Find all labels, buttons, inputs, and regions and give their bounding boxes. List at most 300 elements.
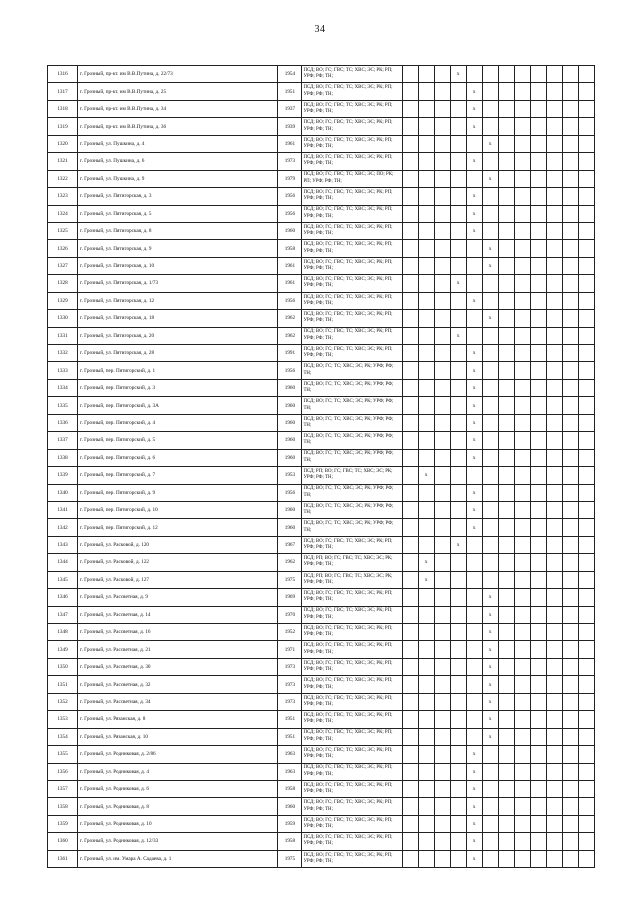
- empty-cell: [578, 467, 594, 484]
- empty-cell: [434, 641, 450, 658]
- table-row: [48, 519, 595, 536]
- empty-cell: [562, 501, 578, 518]
- empty-cell: [466, 536, 482, 553]
- empty-cell: [402, 66, 418, 83]
- empty-cell: [562, 379, 578, 396]
- row-number: 1343: [48, 536, 78, 553]
- table-row: [48, 711, 595, 728]
- empty-cell: [546, 327, 562, 344]
- row-number: 1358: [48, 798, 78, 815]
- row-address: г. Грозный, пер. Пятигорский, д. 6: [78, 449, 278, 466]
- empty-cell: [450, 83, 466, 100]
- row-year: 1973: [278, 693, 302, 710]
- row-number: 1334: [48, 379, 78, 396]
- empty-cell: [546, 798, 562, 815]
- row-number: 1316: [48, 66, 78, 83]
- empty-cell: [562, 484, 578, 501]
- empty-cell: [530, 205, 546, 222]
- empty-cell: [578, 850, 594, 867]
- empty-cell: [466, 170, 482, 187]
- empty-cell: [402, 188, 418, 205]
- empty-cell: [546, 275, 562, 292]
- table-row: [48, 275, 595, 292]
- empty-cell: [450, 711, 466, 728]
- empty-cell: [402, 484, 418, 501]
- row-year: 1973: [278, 153, 302, 170]
- empty-cell: [578, 257, 594, 274]
- row-mark: x: [466, 501, 482, 518]
- empty-cell: [418, 676, 434, 693]
- row-mark: x: [466, 763, 482, 780]
- empty-cell: [450, 432, 466, 449]
- empty-cell: [530, 275, 546, 292]
- empty-cell: [514, 501, 530, 518]
- empty-cell: [546, 519, 562, 536]
- row-year: 1967: [278, 536, 302, 553]
- table-row: [48, 66, 595, 83]
- registry-body: [48, 66, 595, 868]
- empty-cell: [482, 379, 498, 396]
- empty-cell: [498, 205, 514, 222]
- row-address: г. Грозный, ул. Рассветная, д. 21: [78, 641, 278, 658]
- empty-cell: [530, 292, 546, 309]
- empty-cell: [578, 345, 594, 362]
- row-address: г. Грозный, ул. Пятигорская, д. 20: [78, 327, 278, 344]
- row-address: г. Грозный, ул. Расковой, д. 127: [78, 571, 278, 588]
- row-number: 1350: [48, 658, 78, 675]
- empty-cell: [402, 205, 418, 222]
- row-number: 1360: [48, 833, 78, 850]
- empty-cell: [546, 135, 562, 152]
- empty-cell: [482, 536, 498, 553]
- empty-cell: [418, 257, 434, 274]
- empty-cell: [402, 833, 418, 850]
- empty-cell: [434, 467, 450, 484]
- empty-cell: [530, 345, 546, 362]
- empty-cell: [498, 798, 514, 815]
- empty-cell: [498, 345, 514, 362]
- empty-cell: [530, 467, 546, 484]
- row-number: 1324: [48, 205, 78, 222]
- row-systems: ПСД; РП; ВО; ГС; ГВС; ТС; ХВС; ЭС; РК; УРФ; РФ; ТН;: [302, 554, 402, 571]
- row-systems: ПСД; ВО; ГС; ГВС; ТС; ХВС; ЭС; РК; РП; УРФ; РФ; ТН;: [302, 589, 402, 606]
- empty-cell: [402, 711, 418, 728]
- empty-cell: [482, 100, 498, 117]
- empty-cell: [466, 554, 482, 571]
- empty-cell: [434, 589, 450, 606]
- empty-cell: [578, 711, 594, 728]
- row-year: 1962: [278, 310, 302, 327]
- empty-cell: [546, 432, 562, 449]
- row-address: г. Грозный, пер. Пятигорский, д. 9: [78, 484, 278, 501]
- empty-cell: [450, 310, 466, 327]
- empty-cell: [546, 658, 562, 675]
- empty-cell: [530, 362, 546, 379]
- row-address: г. Грозный, ул. Пятигорская, д. 1/73: [78, 275, 278, 292]
- empty-cell: [498, 519, 514, 536]
- row-mark: x: [466, 815, 482, 832]
- empty-cell: [482, 362, 498, 379]
- empty-cell: [546, 467, 562, 484]
- empty-cell: [578, 536, 594, 553]
- row-mark: x: [466, 414, 482, 431]
- empty-cell: [546, 693, 562, 710]
- empty-cell: [434, 780, 450, 797]
- empty-cell: [450, 763, 466, 780]
- empty-cell: [450, 100, 466, 117]
- empty-cell: [578, 153, 594, 170]
- row-year: 1951: [278, 83, 302, 100]
- empty-cell: [530, 83, 546, 100]
- empty-cell: [514, 135, 530, 152]
- table-row: [48, 850, 595, 867]
- empty-cell: [418, 170, 434, 187]
- row-year: 1961: [278, 275, 302, 292]
- empty-cell: [450, 397, 466, 414]
- row-mark: x: [466, 345, 482, 362]
- empty-cell: [450, 170, 466, 187]
- table-row: [48, 362, 595, 379]
- row-address: г. Грозный, ул. Расковой, д. 122: [78, 554, 278, 571]
- empty-cell: [482, 571, 498, 588]
- empty-cell: [402, 815, 418, 832]
- empty-cell: [578, 519, 594, 536]
- empty-cell: [514, 467, 530, 484]
- row-year: 1939: [278, 118, 302, 135]
- empty-cell: [498, 833, 514, 850]
- row-mark: x: [482, 711, 498, 728]
- empty-cell: [450, 118, 466, 135]
- empty-cell: [498, 554, 514, 571]
- empty-cell: [434, 327, 450, 344]
- empty-cell: [418, 222, 434, 239]
- empty-cell: [402, 153, 418, 170]
- table-row: [48, 327, 595, 344]
- empty-cell: [450, 624, 466, 641]
- row-systems: ПСД; ВО; ГС; ТС; ХВС; ЭС; РК; УРФ; РФ; ТН;: [302, 501, 402, 518]
- row-number: 1349: [48, 641, 78, 658]
- empty-cell: [530, 484, 546, 501]
- row-address: г. Грозный, ул. Пушкина, д. 6: [78, 153, 278, 170]
- empty-cell: [578, 624, 594, 641]
- empty-cell: [402, 118, 418, 135]
- table-row: [48, 536, 595, 553]
- empty-cell: [578, 240, 594, 257]
- empty-cell: [498, 66, 514, 83]
- row-number: 1320: [48, 135, 78, 152]
- row-number: 1328: [48, 275, 78, 292]
- empty-cell: [418, 414, 434, 431]
- empty-cell: [450, 850, 466, 867]
- table-row: [48, 310, 595, 327]
- empty-cell: [450, 676, 466, 693]
- table-row: [48, 676, 595, 693]
- empty-cell: [418, 345, 434, 362]
- empty-cell: [530, 536, 546, 553]
- empty-cell: [514, 153, 530, 170]
- empty-cell: [546, 833, 562, 850]
- row-address: г. Грозный, ул. Пятигорская, д. 10: [78, 257, 278, 274]
- row-systems: ПСД; ВО; ГС; ГВС; ТС; ХВС; ЭС; РК; РП; УРФ; РФ; ТН;: [302, 676, 402, 693]
- row-address: г. Грозный, ул. Пятигорская, д. 18: [78, 310, 278, 327]
- empty-cell: [514, 205, 530, 222]
- empty-cell: [450, 379, 466, 396]
- row-number: 1325: [48, 222, 78, 239]
- empty-cell: [418, 606, 434, 623]
- table-row: [48, 815, 595, 832]
- empty-cell: [562, 658, 578, 675]
- empty-cell: [450, 519, 466, 536]
- empty-cell: [434, 711, 450, 728]
- empty-cell: [482, 83, 498, 100]
- empty-cell: [530, 414, 546, 431]
- row-mark: x: [450, 327, 466, 344]
- row-number: 1338: [48, 449, 78, 466]
- empty-cell: [530, 432, 546, 449]
- row-number: 1345: [48, 571, 78, 588]
- empty-cell: [514, 66, 530, 83]
- empty-cell: [418, 310, 434, 327]
- empty-cell: [418, 693, 434, 710]
- empty-cell: [498, 379, 514, 396]
- table-row: [48, 658, 595, 675]
- empty-cell: [498, 240, 514, 257]
- empty-cell: [450, 780, 466, 797]
- empty-cell: [546, 711, 562, 728]
- row-mark: x: [466, 292, 482, 309]
- empty-cell: [402, 850, 418, 867]
- empty-cell: [418, 798, 434, 815]
- empty-cell: [514, 397, 530, 414]
- empty-cell: [546, 397, 562, 414]
- row-systems: ПСД; ВО; ГС; ГВС; ТС; ХВС; ЭС; РК; РП; УРФ; РФ; ТН;: [302, 153, 402, 170]
- empty-cell: [514, 676, 530, 693]
- row-year: 1959: [278, 815, 302, 832]
- empty-cell: [402, 676, 418, 693]
- empty-cell: [418, 153, 434, 170]
- empty-cell: [418, 815, 434, 832]
- empty-cell: [530, 850, 546, 867]
- empty-cell: [418, 205, 434, 222]
- empty-cell: [418, 641, 434, 658]
- empty-cell: [418, 432, 434, 449]
- empty-cell: [562, 240, 578, 257]
- empty-cell: [418, 397, 434, 414]
- empty-cell: [546, 589, 562, 606]
- empty-cell: [498, 571, 514, 588]
- row-address: г. Грозный, ул. Родниковая, д. 8: [78, 798, 278, 815]
- empty-cell: [578, 641, 594, 658]
- empty-cell: [562, 780, 578, 797]
- row-systems: ПСД; ВО; ГС; ГВС; ТС; ХВС; ЭС; РК; РП; УРФ; РФ; ТН;: [302, 327, 402, 344]
- empty-cell: [482, 815, 498, 832]
- row-year: 1960: [278, 414, 302, 431]
- empty-cell: [562, 641, 578, 658]
- empty-cell: [562, 118, 578, 135]
- empty-cell: [466, 606, 482, 623]
- empty-cell: [546, 362, 562, 379]
- empty-cell: [482, 432, 498, 449]
- row-address: г. Грозный, пер. Пятигорский, д. 4: [78, 414, 278, 431]
- empty-cell: [402, 327, 418, 344]
- empty-cell: [402, 606, 418, 623]
- empty-cell: [434, 798, 450, 815]
- table-row: [48, 606, 595, 623]
- empty-cell: [482, 519, 498, 536]
- row-address: г. Грозный, ул. Расковой, д. 120: [78, 536, 278, 553]
- row-address: г. Грозный, ул. Рассветная, д. 32: [78, 676, 278, 693]
- empty-cell: [482, 188, 498, 205]
- row-address: г. Грозный, ул. Пятигорская, д. 28: [78, 345, 278, 362]
- empty-cell: [418, 728, 434, 745]
- empty-cell: [498, 780, 514, 797]
- table-row: [48, 484, 595, 501]
- empty-cell: [562, 153, 578, 170]
- empty-cell: [562, 763, 578, 780]
- empty-cell: [578, 449, 594, 466]
- empty-cell: [498, 83, 514, 100]
- empty-cell: [402, 763, 418, 780]
- empty-cell: [498, 467, 514, 484]
- empty-cell: [450, 135, 466, 152]
- empty-cell: [402, 467, 418, 484]
- empty-cell: [498, 850, 514, 867]
- empty-cell: [562, 292, 578, 309]
- row-mark: x: [466, 188, 482, 205]
- empty-cell: [418, 240, 434, 257]
- empty-cell: [530, 571, 546, 588]
- row-year: 1952: [278, 624, 302, 641]
- empty-cell: [562, 728, 578, 745]
- row-address: г. Грозный, ул. Рассветная, д. 16: [78, 624, 278, 641]
- row-address: г. Грозный, ул. Рассветная, д. 9: [78, 589, 278, 606]
- empty-cell: [402, 397, 418, 414]
- row-number: 1323: [48, 188, 78, 205]
- empty-cell: [578, 432, 594, 449]
- empty-cell: [498, 693, 514, 710]
- empty-cell: [418, 501, 434, 518]
- row-systems: ПСД; ВО; ГС; ГВС; ТС; ХВС; ЭС; РК; РП; УРФ; РФ; ТН;: [302, 118, 402, 135]
- empty-cell: [514, 536, 530, 553]
- empty-cell: [498, 536, 514, 553]
- empty-cell: [434, 746, 450, 763]
- row-number: 1357: [48, 780, 78, 797]
- table-row: [48, 432, 595, 449]
- empty-cell: [514, 275, 530, 292]
- row-address: г. Грозный, ул. Пятигорская, д. 9: [78, 240, 278, 257]
- empty-cell: [466, 66, 482, 83]
- row-mark: x: [482, 641, 498, 658]
- empty-cell: [578, 362, 594, 379]
- empty-cell: [498, 414, 514, 431]
- empty-cell: [466, 257, 482, 274]
- empty-cell: [450, 222, 466, 239]
- empty-cell: [402, 728, 418, 745]
- empty-cell: [450, 554, 466, 571]
- empty-cell: [530, 327, 546, 344]
- empty-cell: [482, 275, 498, 292]
- empty-cell: [562, 310, 578, 327]
- row-systems: ПСД; ВО; ГС; ГВС; ТС; ХВС; ЭС; РК; РП; УРФ; РФ; ТН;: [302, 66, 402, 83]
- row-number: 1344: [48, 554, 78, 571]
- row-systems: ПСД; ВО; ГС; ГВС; ТС; ХВС; ЭС; РК; РП; УРФ; РФ; ТН;: [302, 658, 402, 675]
- row-systems: ПСД; ВО; ГС; ГВС; ТС; ХВС; ЭС; РК; РП; УРФ; РФ; ТН;: [302, 257, 402, 274]
- table-row: [48, 641, 595, 658]
- empty-cell: [498, 432, 514, 449]
- empty-cell: [482, 746, 498, 763]
- empty-cell: [578, 833, 594, 850]
- empty-cell: [578, 728, 594, 745]
- empty-cell: [514, 850, 530, 867]
- empty-cell: [578, 763, 594, 780]
- empty-cell: [514, 606, 530, 623]
- empty-cell: [498, 449, 514, 466]
- empty-cell: [514, 292, 530, 309]
- empty-cell: [562, 275, 578, 292]
- row-systems: ПСД; РП; ВО; ГС; ГВС; ТС; ХВС; ЭС; РК; УРФ; РФ; ТН;: [302, 571, 402, 588]
- empty-cell: [434, 606, 450, 623]
- empty-cell: [434, 345, 450, 362]
- empty-cell: [514, 432, 530, 449]
- empty-cell: [562, 362, 578, 379]
- row-address: г. Грозный, ул. Рязанская, д. 10: [78, 728, 278, 745]
- empty-cell: [402, 780, 418, 797]
- empty-cell: [530, 501, 546, 518]
- empty-cell: [530, 240, 546, 257]
- row-systems: ПСД; ВО; ГС; ГВС; ТС; ХВС; ЭС; ПО; РК; РП; УРФ; РФ; ТН;: [302, 170, 402, 187]
- empty-cell: [450, 589, 466, 606]
- empty-cell: [402, 100, 418, 117]
- empty-cell: [482, 467, 498, 484]
- empty-cell: [466, 624, 482, 641]
- empty-cell: [482, 484, 498, 501]
- empty-cell: [530, 589, 546, 606]
- empty-cell: [418, 327, 434, 344]
- row-address: г. Грозный, пер. Пятигорский, д. 12: [78, 519, 278, 536]
- row-number: 1356: [48, 763, 78, 780]
- empty-cell: [578, 693, 594, 710]
- row-mark: x: [482, 589, 498, 606]
- empty-cell: [530, 746, 546, 763]
- empty-cell: [418, 833, 434, 850]
- empty-cell: [546, 449, 562, 466]
- row-systems: ПСД; ВО; ГС; ГВС; ТС; ХВС; ЭС; РК; РП; УРФ; РФ; ТН;: [302, 83, 402, 100]
- empty-cell: [578, 780, 594, 797]
- empty-cell: [530, 118, 546, 135]
- empty-cell: [402, 554, 418, 571]
- table-row: [48, 397, 595, 414]
- row-systems: ПСД; ВО; ГС; ГВС; ТС; ХВС; ЭС; РК; РП; УРФ; РФ; ТН;: [302, 780, 402, 797]
- row-number: 1335: [48, 397, 78, 414]
- row-mark: x: [466, 362, 482, 379]
- empty-cell: [434, 414, 450, 431]
- row-number: 1339: [48, 467, 78, 484]
- empty-cell: [434, 118, 450, 135]
- empty-cell: [546, 554, 562, 571]
- empty-cell: [402, 624, 418, 641]
- row-systems: ПСД; РП; ВО; ГС; ГВС; ТС; ХВС; ЭС; РК; УРФ; РФ; ТН;: [302, 467, 402, 484]
- empty-cell: [562, 589, 578, 606]
- empty-cell: [402, 345, 418, 362]
- row-address: г. Грозный, ул. Рассветная, д. 14: [78, 606, 278, 623]
- row-year: 1961: [278, 135, 302, 152]
- empty-cell: [434, 362, 450, 379]
- row-year: 1953: [278, 467, 302, 484]
- empty-cell: [530, 397, 546, 414]
- empty-cell: [402, 414, 418, 431]
- empty-cell: [402, 519, 418, 536]
- empty-cell: [434, 519, 450, 536]
